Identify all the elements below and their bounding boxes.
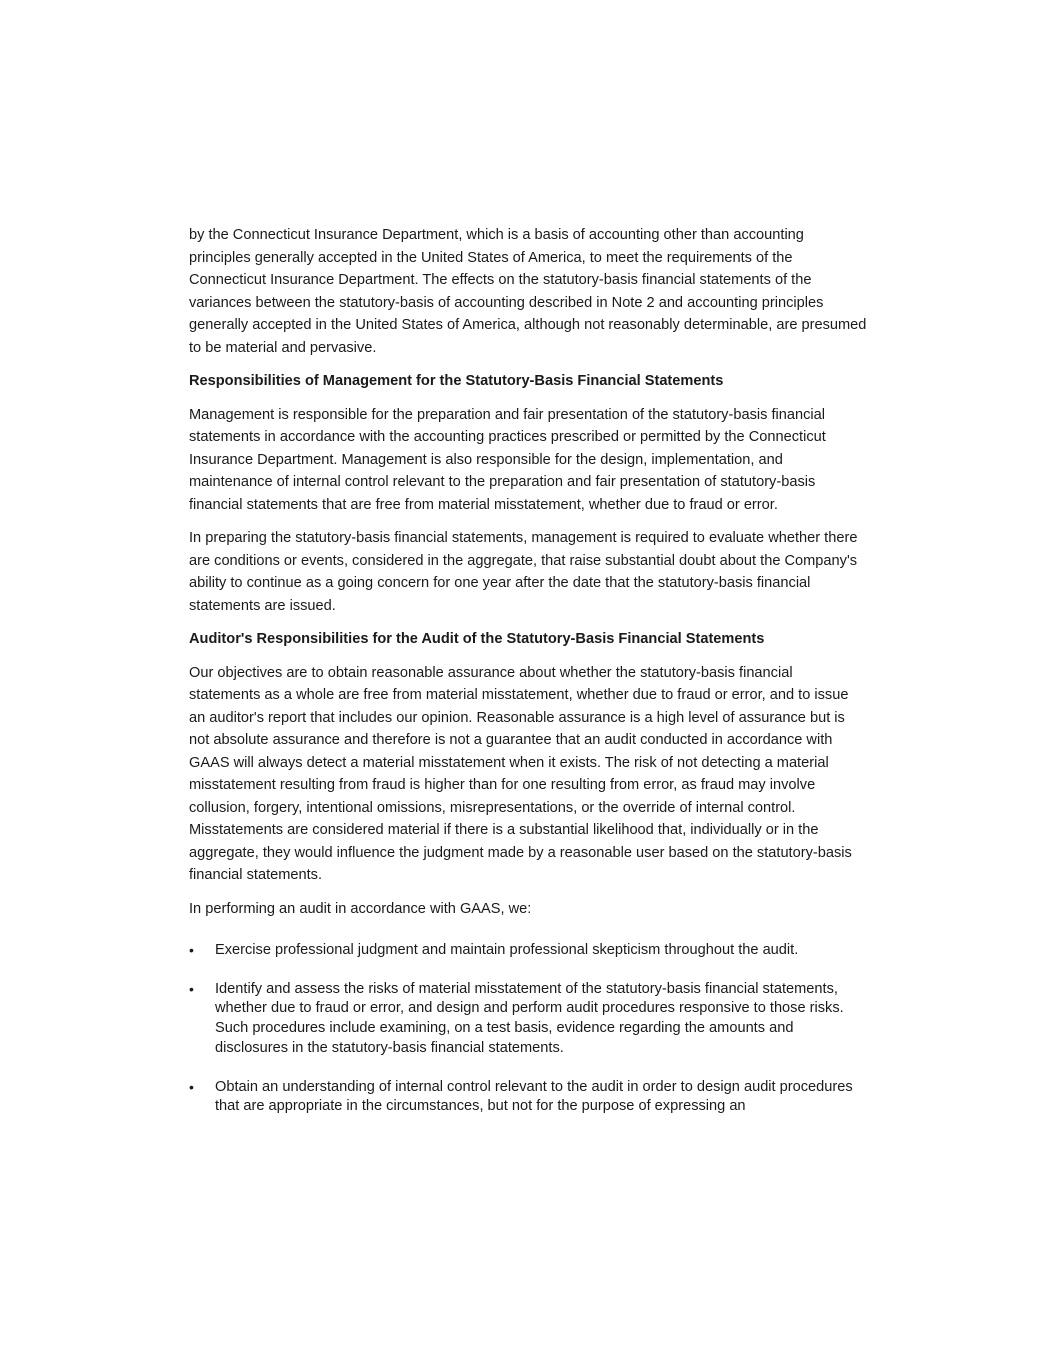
auditor-paragraph-1: Our objectives are to obtain reasonable assurance about whether the statutory-basis financial statements as a whole are free from material misstatement, whether due to fraud or error, and to issue an auditor's report that includes our opinion. Reasonable assurance is a high level of assurance but is not absolute assurance and therefore is not a guarantee that an audit conducted in accordance with GAAS will always detect a material misstatement when it exists. The risk of not detecting a material misstatement resulting from fraud is higher than for one resulting from error, as fraud may involve collusion, forgery, intentional omissions, misrepresentations, or the override of internal control. Misstatements are considered material if there is a substantial likelihood that, individually or in the aggregate, they would influence the judgment made by a reasonable user based on the statutory-basis financial statements. <box>189 664 852 883</box>
intro-paragraph: by the Connecticut Insurance Department, which is a basis of accounting other than accounting principles generally accepted in the United States of America, to meet the requirements of the Connecticut Insurance Department. The effects on the statutory-basis financial statements of the variances between the statutory-basis of accounting described in Note 2 and accounting principles generally accepted in the United States of America, although not reasonably determinable, are presumed to be material and pervasive. <box>189 227 867 356</box>
list-item-text: Obtain an understanding of internal control relevant to the audit in order to design audit procedures that are appropriate in the circumstances, but not for the purpose of expressing an <box>215 1078 853 1115</box>
bullet-icon: • <box>189 1078 194 1095</box>
management-paragraph-1: Management is responsible for the preparation and fair presentation of the statutory-basis financial statements in accordance with the accounting practices prescribed or permitted by the Connecticut Insurance Department. Management is also responsible for the design, implementation, and maintenance of internal control relevant to the preparation and fair presentation of statutory-basis financial statements that are free from material misstatement, whether due to fraud or error. <box>189 406 826 513</box>
list-item-text: Identify and assess the risks of material misstatement of the statutory-basis financial statements, whether due to fraud or error, and design and perform audit procedures responsive to those risks. Such procedures include examining, on a test basis, evidence regarding the amounts and disclosures in the statutory-basis financial statements. <box>215 980 844 1056</box>
management-paragraph-2: In preparing the statutory-basis financial statements, management is required to evaluate whether there are conditions or events, considered in the aggregate, that raise substantial doubt about the Company's ability to continue as a going concern for one year after the date that the statutory-basis financial statements are issued. <box>189 530 858 614</box>
bullet-icon: • <box>189 980 194 997</box>
list-item <box>189 1078 867 1117</box>
list-item <box>189 941 867 961</box>
list-item <box>189 980 867 1059</box>
bullet-icon: • <box>189 942 194 958</box>
management-responsibilities-heading: Responsibilities of Management for the Statutory-Basis Financial Statements <box>189 373 724 389</box>
auditor-responsibilities-heading: Auditor's Responsibilities for the Audit of the Statutory-Basis Financial Statements <box>189 631 765 647</box>
document-page <box>189 224 867 1136</box>
list-item-text: Exercise professional judgment and maintain professional skepticism throughout the audit. <box>215 942 799 958</box>
auditor-paragraph-2: In performing an audit in accordance with GAAS, we: <box>189 900 532 917</box>
audit-procedures-list <box>189 941 867 1117</box>
